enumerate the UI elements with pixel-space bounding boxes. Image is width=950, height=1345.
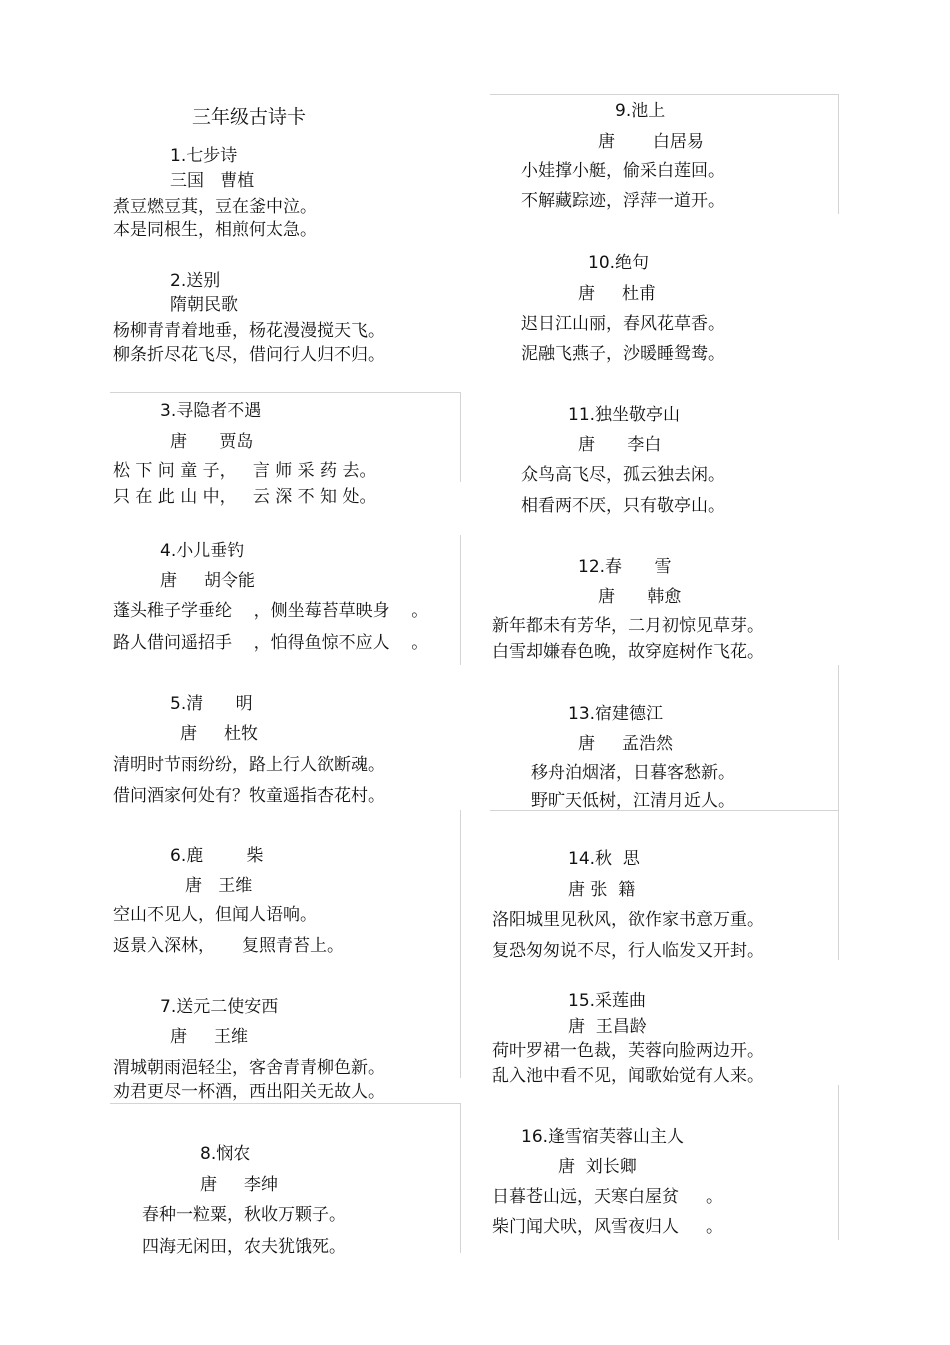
poem-line: 四海无闲田，农夫犹饿死。	[142, 1237, 346, 1257]
card-border-right	[838, 665, 839, 960]
poem-line: 新年都未有芳华，二月初惊见草芽。	[492, 616, 764, 636]
poem-line: 不解藏踪迹，浮萍一道开。	[521, 191, 725, 211]
poem-author: 唐 杜甫	[578, 284, 657, 304]
poem-author: 唐 贾岛	[170, 432, 254, 452]
poem-line: 相看两不厌，只有敬亭山。	[521, 496, 725, 516]
poem-author: 唐 胡令能	[160, 571, 256, 591]
poem-line: 返景入深林， 复照青苔上。	[113, 936, 345, 956]
poem-author: 三国 曹植	[170, 171, 255, 191]
card-border-vertical	[460, 535, 461, 665]
poem-line: 只 在 此 山 中， 云 深 不 知 处。	[113, 487, 377, 507]
poem-author: 唐 王维	[170, 1027, 249, 1047]
poem-title: 6.鹿 柴	[170, 846, 264, 866]
card-border-vertical	[460, 810, 461, 1078]
poem-title: 10.绝句	[588, 253, 650, 273]
card-border-vertical	[460, 392, 461, 482]
card-divider	[110, 1103, 460, 1104]
poem-line: 野旷天低树，江清月近人。	[531, 791, 735, 811]
poem-author: 唐 王维	[185, 876, 253, 896]
poem-line: 借问酒家何处有？牧童遥指杏花村。	[113, 786, 385, 806]
poem-author: 唐 李白	[578, 435, 662, 455]
poem-line: 复恐匆匆说不尽，行人临发又开封。	[492, 941, 764, 961]
poem-title: 15.采莲曲	[568, 991, 647, 1011]
poem-line: 众鸟高飞尽，孤云独去闲。	[521, 465, 725, 485]
poem-title: 12.春 雪	[578, 557, 672, 577]
poem-line: 劝君更尽一杯酒，西出阳关无故人。	[113, 1082, 385, 1102]
poem-line: 迟日江山丽，春风花草香。	[521, 314, 725, 334]
poem-title: 3.寻隐者不遇	[160, 401, 262, 421]
poem-title: 8.悯农	[200, 1144, 251, 1164]
poem-title: 7.送元二使安西	[160, 997, 279, 1017]
poem-line: 日暮苍山远，天寒白屋贫 。	[492, 1187, 724, 1207]
poem-line: 空山不见人，但闻人语响。	[113, 905, 317, 925]
poem-author: 唐 刘长卿	[558, 1157, 637, 1177]
poem-title: 9.池上	[615, 101, 666, 121]
poem-title: 14.秋 思	[568, 849, 640, 869]
poem-line: 煮豆燃豆萁，豆在釜中泣。	[113, 197, 317, 217]
card-border-right	[838, 1085, 839, 1240]
poem-title: 16.逢雪宿芙蓉山主人	[521, 1127, 685, 1147]
poem-title: 4.小儿垂钓	[160, 541, 245, 561]
card-divider	[110, 392, 460, 393]
poem-title: 2.送别	[170, 271, 221, 291]
poem-author: 唐 李绅	[200, 1175, 279, 1195]
poem-author: 唐 韩愈	[598, 587, 682, 607]
poem-line: 乱入池中看不见，闻歌始觉有人来。	[492, 1066, 764, 1086]
poem-line: 柳条折尽花飞尽，借问行人归不归。	[113, 345, 385, 365]
poem-author: 唐 孟浩然	[578, 734, 674, 754]
poem-line: 路人借问遥招手 ，怕得鱼惊不应人 。	[113, 633, 429, 653]
poem-author: 隋朝民歌	[170, 295, 238, 315]
poem-title: 5.清 明	[170, 694, 253, 714]
poem-line: 蓬头稚子学垂纶 ，侧坐莓苔草映身 。	[113, 601, 429, 621]
page-title: 三年级古诗卡	[192, 106, 307, 128]
poem-author: 唐 白居易	[598, 132, 704, 152]
poem-line: 杨柳青青着地垂，杨花漫漫搅天飞。	[113, 321, 385, 341]
poem-line: 洛阳城里见秋风，欲作家书意万重。	[492, 910, 764, 930]
poem-line: 小娃撑小艇，偷采白莲回。	[521, 161, 725, 181]
poem-line: 白雪却嫌春色晚，故穿庭树作飞花。	[492, 642, 764, 662]
poem-line: 泥融飞燕子，沙暖睡鸳鸯。	[521, 344, 725, 364]
poem-line: 渭城朝雨浥轻尘，客舍青青柳色新。	[113, 1058, 385, 1078]
poem-line: 柴门闻犬吠，风雪夜归人 。	[492, 1217, 724, 1237]
poem-line: 春种一粒粟，秋收万颗子。	[142, 1205, 346, 1225]
poem-author: 唐 张 籍	[568, 880, 636, 900]
card-border-vertical	[460, 1103, 461, 1253]
poem-title: 13.宿建德江	[568, 704, 664, 724]
poem-line: 移舟泊烟渚，日暮客愁新。	[531, 763, 735, 783]
poem-author: 唐 王昌龄	[568, 1017, 647, 1037]
card-border-top-right	[490, 94, 838, 95]
poem-line: 本是同根生，相煎何太急。	[113, 220, 317, 240]
poem-title: 1.七步诗	[170, 146, 238, 166]
card-border-right	[838, 94, 839, 214]
poem-author: 唐 杜牧	[180, 724, 259, 744]
poem-line: 松 下 问 童 子， 言 师 采 药 去。	[113, 461, 377, 481]
poem-line: 荷叶罗裙一色裁，芙蓉向脸两边开。	[492, 1041, 764, 1061]
poem-title: 11.独坐敬亭山	[568, 405, 681, 425]
poem-line: 清明时节雨纷纷，路上行人欲断魂。	[113, 755, 385, 775]
